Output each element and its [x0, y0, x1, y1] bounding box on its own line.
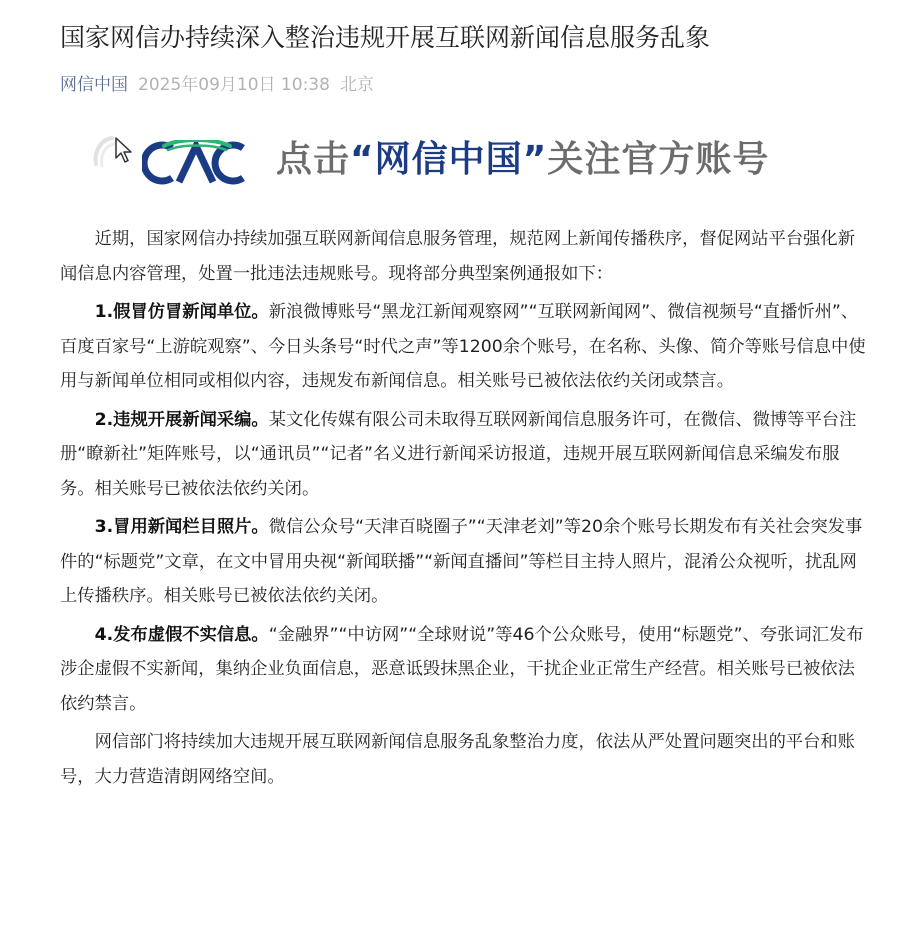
case-heading-1: 1.假冒仿冒新闻单位。 [94, 302, 269, 322]
case-heading-4: 4.发布虚假不实信息。 [94, 624, 269, 645]
intro-paragraph: 近期，国家网信办持续加强互联网新闻信息服务管理，规范网上新闻传播秩序，督促网站平台强化新闻信息内容管理，处置一批违法违规账号。现将部分典型案例通报如下： [60, 229, 855, 284]
article-body [60, 222, 872, 798]
closing-paragraph: 网信部门将持续加大违规开展互联网新闻信息服务乱象整治力度，依法从严处置问题突出的平台和账号，大力营造清朗网络空间。 [60, 732, 855, 787]
slogan-prefix: 点击 [276, 139, 351, 180]
slogan-highlight: “网信中国” [350, 139, 548, 180]
case-paragraph-3 [60, 510, 872, 614]
case-heading-2: 2.违规开展新闻采编。 [94, 409, 269, 430]
pointer-cursor-icon [114, 136, 134, 164]
case-paragraph-4 [60, 618, 872, 722]
case-paragraph-1 [60, 295, 872, 399]
follow-banner[interactable] [90, 126, 800, 196]
case-paragraph-2 [60, 403, 872, 507]
case-text-1: 新浪微博账号“黑龙江新闻观察网”“互联网新闻网”、微信视频号“直播忻州”、百度百家号“上游皖观察”、今日头条号“时代之声”等1200余个账号，在名称、头像、简介等账号信息中使用与新闻单位相同或相似内容，违规发布新闻信息。相关账号已被依法依约关闭或禁言。 [60, 302, 866, 391]
case-text-3: 微信公众号“天津百晓圈子”“天津老刘”等20余个账号长期发布有关社会突发事件的“标题党”文章，在文中冒用央视“新闻联播”“新闻直播间”等栏目主持人照片，混淆公众视听，扰乱网上传播秩序。相关账号已被依法依约关闭。 [60, 517, 863, 606]
case-heading-3: 3.冒用新闻栏目照片。 [94, 517, 269, 537]
publish-location: 北京 [339, 75, 374, 95]
cac-logo [142, 140, 252, 186]
slogan-suffix: 关注官方账号 [547, 139, 770, 180]
banner-slogan [276, 138, 769, 182]
case-text-4: “金融界”“中访网”“全球财说”等46个公众账号，使用“标题党”、夸张词汇发布涉企虚假不实新闻，集纳企业负面信息，恶意诋毁抹黑企业，干扰企业正常生产经营。相关账号已被依法依约禁言。 [60, 624, 864, 714]
case-text-2: 某文化传媒有限公司未取得互联网新闻信息服务许可，在微信、微博等平台注册“瞭新社”矩阵账号，以“通讯员”“记者”名义进行新闻采访报道，违规开展互联网新闻信息采编发布服务。相关账号已被依法依约关闭。 [60, 409, 857, 499]
article-meta [60, 72, 374, 98]
publish-datetime: 2025年09月10日 10:38 [138, 75, 330, 95]
article-title: 国家网信办持续深入整治违规开展互联网新闻信息服务乱象 [60, 23, 711, 52]
account-name-link[interactable]: 网信中国 [60, 75, 128, 95]
